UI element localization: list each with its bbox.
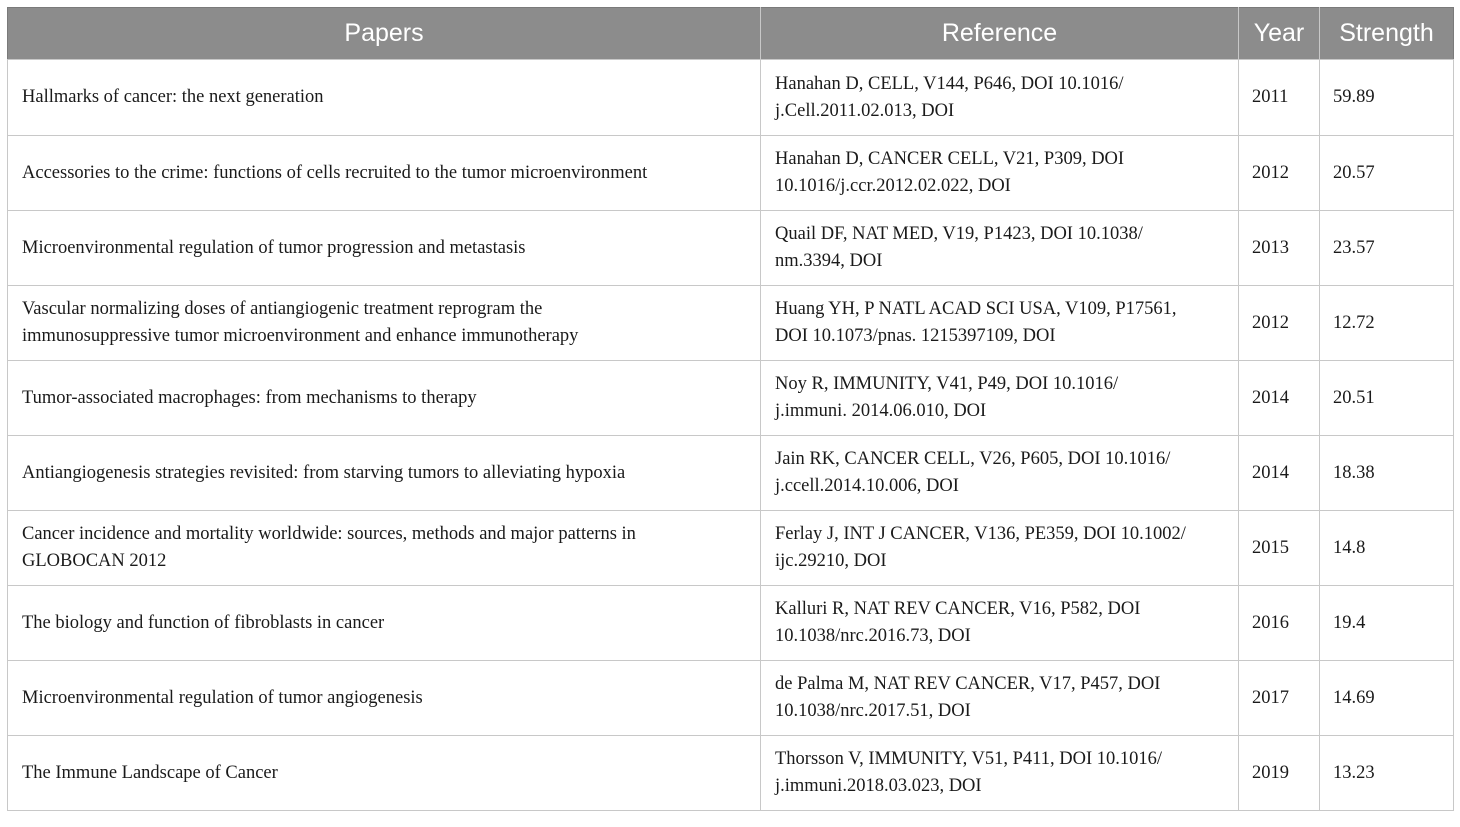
paper-title: The biology and function of fibroblasts in cancer — [22, 612, 385, 633]
table-row — [8, 586, 1454, 661]
paper-title: Microenvironmental regulation of tumor progression and metastasis — [22, 237, 526, 258]
reference-cell — [761, 736, 1239, 811]
table-row — [8, 60, 1454, 136]
reference-line: Thorsson V, IMMUNITY, V51, P411, DOI 10.1016/ — [775, 749, 1162, 769]
paper-title-line: GLOBOCAN 2012 — [22, 551, 167, 571]
references-table — [7, 7, 1454, 811]
reference-line: Huang YH, P NATL ACAD SCI USA, V109, P17561, — [775, 299, 1177, 319]
year-cell: 2012 — [1239, 286, 1320, 361]
paper-title-cell — [8, 361, 761, 436]
reference-cell — [761, 211, 1239, 286]
table-row — [8, 211, 1454, 286]
paper-title-cell — [8, 286, 761, 361]
reference-line: Jain RK, CANCER CELL, V26, P605, DOI 10.1016/ — [775, 449, 1171, 469]
reference-cell — [761, 586, 1239, 661]
year-cell: 2016 — [1239, 586, 1320, 661]
reference-line: j.immuni. 2014.06.010, DOI — [775, 401, 987, 421]
year-cell: 2011 — [1239, 60, 1320, 136]
table-row — [8, 361, 1454, 436]
reference-line: 10.1038/nrc.2017.51, DOI — [775, 701, 971, 721]
reference-line: Hanahan D, CANCER CELL, V21, P309, DOI — [775, 149, 1125, 169]
reference-line: Quail DF, NAT MED, V19, P1423, DOI 10.1038/ — [775, 224, 1143, 244]
paper-title-cell — [8, 436, 761, 511]
table-row — [8, 436, 1454, 511]
table-row — [8, 736, 1454, 811]
table-row — [8, 136, 1454, 211]
reference-cell — [761, 661, 1239, 736]
column-header-reference: Reference — [761, 8, 1239, 60]
reference-cell — [761, 60, 1239, 136]
table-header — [8, 8, 1454, 60]
paper-title: Antiangiogenesis strategies revisited: from starving tumors to alleviating hypoxia — [22, 462, 626, 483]
strength-cell: 14.69 — [1320, 661, 1454, 736]
strength-cell: 18.38 — [1320, 436, 1454, 511]
paper-title: The Immune Landscape of Cancer — [22, 762, 278, 783]
references-table-container — [7, 7, 1453, 811]
strength-cell: 14.8 — [1320, 511, 1454, 586]
year-cell: 2019 — [1239, 736, 1320, 811]
reference-cell — [761, 436, 1239, 511]
strength-cell: 20.57 — [1320, 136, 1454, 211]
reference-line: nm.3394, DOI — [775, 251, 883, 271]
reference-line: Hanahan D, CELL, V144, P646, DOI 10.1016/ — [775, 73, 1124, 94]
paper-title-line: Cancer incidence and mortality worldwide: sources, methods and major patterns in — [22, 524, 636, 544]
reference-line: ijc.29210, DOI — [775, 551, 887, 571]
strength-cell: 59.89 — [1320, 60, 1454, 136]
table-body — [8, 60, 1454, 811]
column-header-year: Year — [1239, 8, 1320, 60]
reference-cell — [761, 286, 1239, 361]
table-row — [8, 511, 1454, 586]
strength-cell: 19.4 — [1320, 586, 1454, 661]
paper-title: Hallmarks of cancer: the next generation — [22, 87, 324, 107]
column-header-papers: Papers — [8, 8, 761, 60]
paper-title: Microenvironmental regulation of tumor angiogenesis — [22, 687, 423, 708]
year-cell: 2014 — [1239, 361, 1320, 436]
reference-cell — [761, 361, 1239, 436]
reference-line: j.immuni.2018.03.023, DOI — [775, 776, 982, 796]
table-row — [8, 286, 1454, 361]
reference-line: j.ccell.2014.10.006, DOI — [775, 476, 959, 496]
paper-title-cell — [8, 586, 761, 661]
year-cell: 2014 — [1239, 436, 1320, 511]
reference-cell — [761, 136, 1239, 211]
paper-title-cell — [8, 60, 761, 136]
reference-line: DOI 10.1073/pnas. 1215397109, DOI — [775, 326, 1056, 346]
reference-line: Noy R, IMMUNITY, V41, P49, DOI 10.1016/ — [775, 374, 1119, 394]
paper-title: Accessories to the crime: functions of cells recruited to the tumor microenvironment — [22, 162, 648, 183]
strength-cell: 20.51 — [1320, 361, 1454, 436]
reference-line: de Palma M, NAT REV CANCER, V17, P457, DOI — [775, 674, 1161, 694]
year-cell: 2013 — [1239, 211, 1320, 286]
strength-cell: 12.72 — [1320, 286, 1454, 361]
reference-cell — [761, 511, 1239, 586]
header-row — [8, 8, 1454, 60]
reference-line: j.Cell.2011.02.013, DOI — [775, 100, 955, 121]
year-cell: 2017 — [1239, 661, 1320, 736]
year-cell: 2015 — [1239, 511, 1320, 586]
paper-title-cell — [8, 511, 761, 586]
paper-title-cell — [8, 211, 761, 286]
reference-line: 10.1038/nrc.2016.73, DOI — [775, 626, 971, 646]
paper-title-line: Vascular normalizing doses of antiangiogenic treatment reprogram the — [22, 299, 543, 319]
paper-title-cell — [8, 136, 761, 211]
reference-line: Kalluri R, NAT REV CANCER, V16, P582, DOI — [775, 599, 1141, 619]
reference-line: Ferlay J, INT J CANCER, V136, PE359, DOI 10.1002/ — [775, 524, 1186, 544]
paper-title-cell — [8, 736, 761, 811]
column-header-strength: Strength — [1320, 8, 1454, 60]
strength-cell: 23.57 — [1320, 211, 1454, 286]
reference-line: 10.1016/j.ccr.2012.02.022, DOI — [775, 176, 1011, 196]
paper-title-cell — [8, 661, 761, 736]
year-cell: 2012 — [1239, 136, 1320, 211]
table-row — [8, 661, 1454, 736]
strength-cell: 13.23 — [1320, 736, 1454, 811]
paper-title-line: immunosuppressive tumor microenvironment and enhance immunotherapy — [22, 326, 579, 346]
paper-title: Tumor-associated macrophages: from mechanisms to therapy — [22, 387, 477, 408]
